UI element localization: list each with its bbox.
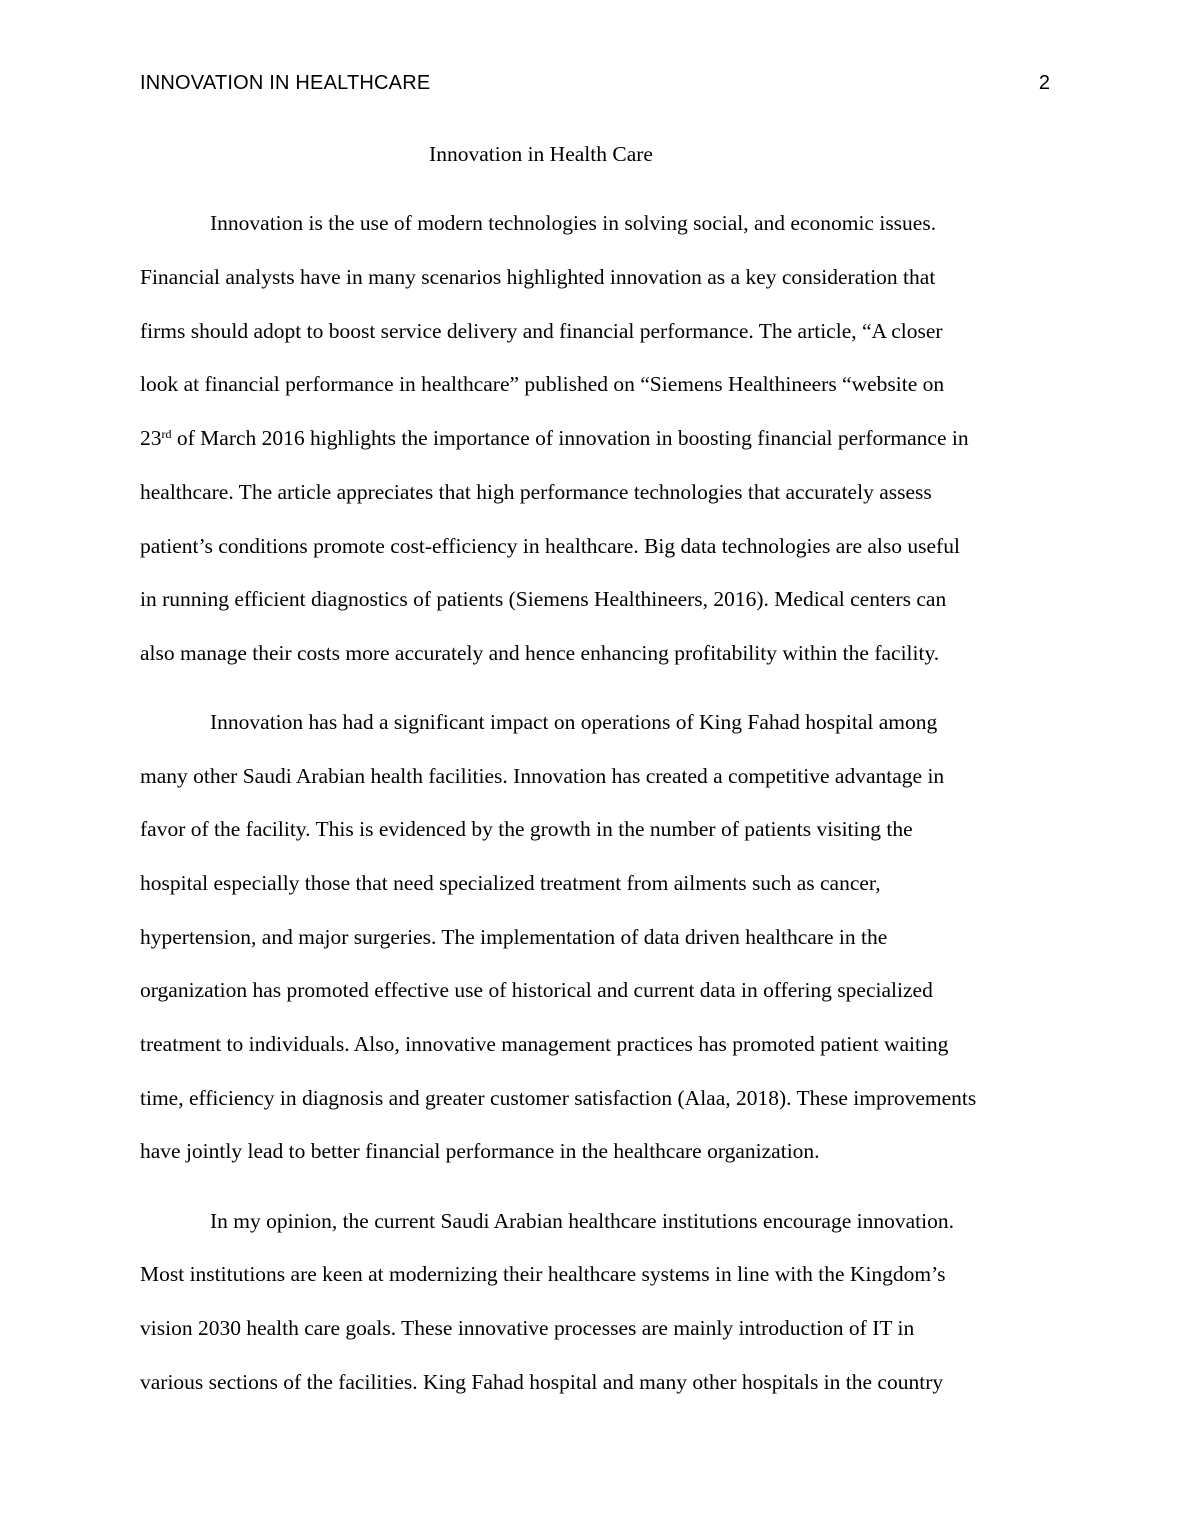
paragraph-line: Innovation is the use of modern technologies in solving social, and economic issues.: [210, 211, 937, 235]
paragraph-line: In my opinion, the current Saudi Arabian healthcare institutions encourage innovation.: [210, 1209, 954, 1233]
paragraph-line: vision 2030 health care goals. These innovative processes are mainly introduction of IT in: [140, 1316, 915, 1340]
paragraph-line: in running efficient diagnostics of patients (Siemens Healthineers, 2016). Medical centers can: [140, 587, 947, 611]
paragraph-line: treatment to individuals. Also, innovative management practices has promoted patient waiting: [140, 1032, 949, 1056]
paragraph-line: look at financial performance in healthcare” published on “Siemens Healthineers “website on: [140, 372, 945, 396]
ordinal-suffix: rd: [161, 427, 172, 441]
paragraph-line: [140, 424, 969, 452]
paragraph-line: also manage their costs more accurately and hence enhancing profitability within the facility.: [140, 641, 940, 665]
paragraph-line: Innovation has had a significant impact on operations of King Fahad hospital among: [210, 710, 938, 734]
paragraph-line: firms should adopt to boost service delivery and financial performance. The article, “A closer: [140, 319, 943, 343]
paragraph-line: healthcare. The article appreciates that high performance technologies that accurately assess: [140, 480, 932, 504]
document-title: Innovation in Health Care: [429, 142, 653, 166]
page-number: 2: [1038, 72, 1050, 94]
paragraph-line: patient’s conditions promote cost-efficiency in healthcare. Big data technologies are also useful: [140, 534, 960, 558]
paragraph-line: Most institutions are keen at modernizing their healthcare systems in line with the Kingdom’s: [140, 1262, 946, 1286]
paragraph-line: favor of the facility. This is evidenced by the growth in the number of patients visiting the: [140, 817, 913, 841]
paragraph-line: organization has promoted effective use of historical and current data in offering specialized: [140, 978, 933, 1002]
date-day: 23: [140, 426, 162, 450]
paragraph-line: hospital especially those that need specialized treatment from ailments such as cancer,: [140, 871, 881, 895]
line-continuation: of March 2016 highlights the importance of innovation in boosting financial performance in: [171, 426, 969, 450]
paragraph-line: many other Saudi Arabian health facilities. Innovation has created a competitive advantage in: [140, 764, 945, 788]
paragraph-line: Financial analysts have in many scenarios highlighted innovation as a key consideration that: [140, 265, 936, 289]
running-head: INNOVATION IN HEALTHCARE: [140, 72, 431, 94]
paragraph-line: hypertension, and major surgeries. The implementation of data driven healthcare in the: [140, 925, 888, 949]
paragraph-line: have jointly lead to better financial performance in the healthcare organization.: [140, 1139, 820, 1163]
paragraph-line: various sections of the facilities. King Fahad hospital and many other hospitals in the country: [140, 1370, 944, 1394]
paragraph-line: time, efficiency in diagnosis and greater customer satisfaction (Alaa, 2018). These improvements: [140, 1086, 977, 1110]
